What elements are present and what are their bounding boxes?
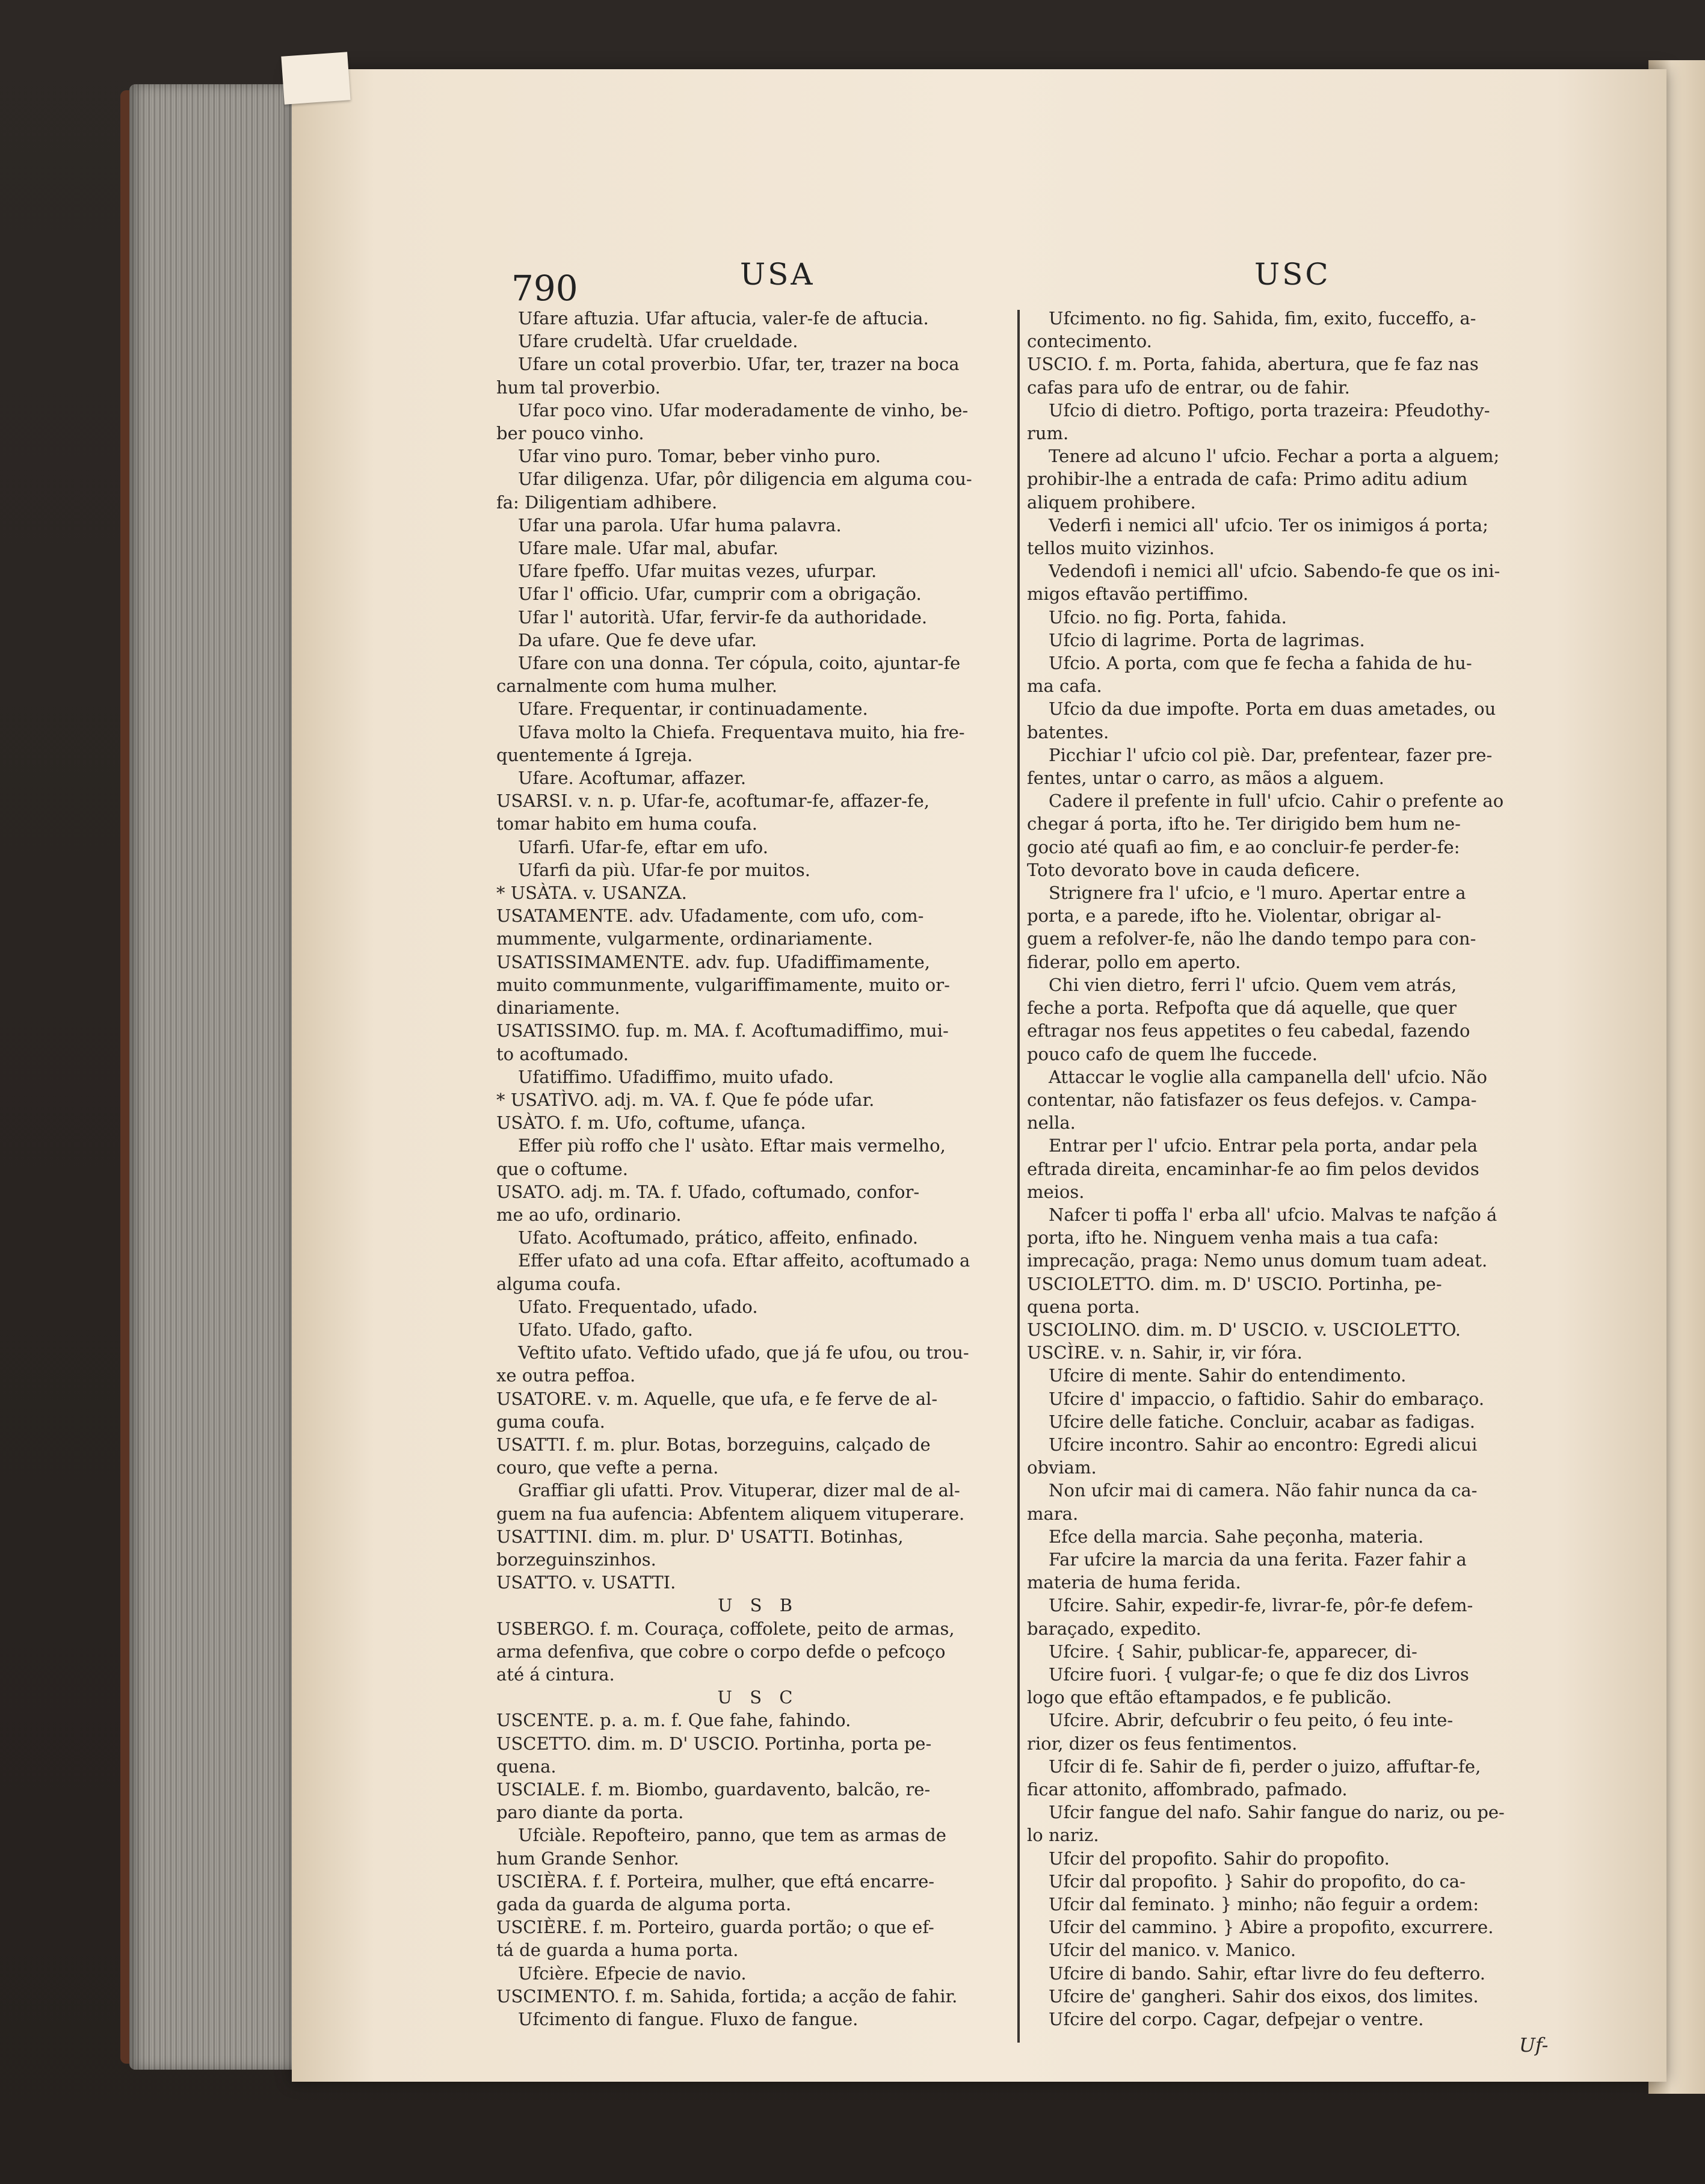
- text-line: USCIMENTO. f. m. Sahida, fortida; a acção de fahir.: [496, 1985, 958, 2007]
- text-line: USARSI. v. n. p. Ufar-fe, acoftumar-fe, affazer-fe,: [496, 791, 930, 812]
- text-line: Chi vien dietro, ferri l' ufcio. Quem vem atrás,: [1049, 974, 1457, 995]
- text-line: até á cintura.: [496, 1664, 615, 1685]
- text-line: Toto devorato bove in cauda deficere.: [1027, 859, 1360, 880]
- text-line: quentemente á Igreja.: [496, 744, 693, 765]
- text-line: porta, e a parede, ifto he. Violentar, obrigar al-: [1027, 905, 1441, 927]
- text-line: hum Grande Senhor.: [496, 1848, 679, 1869]
- text-line: Cadere il prefente in full' ufcio. Cahir o prefente ao: [1049, 791, 1504, 812]
- text-line: Ufar poco vino. Ufar moderadamente de vinho, be-: [518, 399, 969, 421]
- text-line: contecimento.: [1027, 331, 1152, 352]
- text-line: USCIOLETTO. dim. m. D' USCIO. Portinha, pe-: [1027, 1273, 1442, 1294]
- text-line: alguma coufa.: [496, 1273, 621, 1294]
- text-line: Ufcire delle fatiche. Concluir, acabar as fadigas.: [1049, 1411, 1475, 1432]
- text-line: USATO. adj. m. TA. f. Ufado, coftumado, confor-: [496, 1181, 920, 1202]
- text-line: fa: Diligentiam adhibere.: [496, 492, 718, 513]
- right-column: [1027, 307, 1562, 2031]
- text-line: guem na fua aufencia: Abfentem aliquem vituperare.: [496, 1503, 965, 1524]
- text-line: Far ufcire la marcia da una ferita. Fazer fahir a: [1049, 1549, 1467, 1570]
- text-line: Ufava molto la Chiefa. Frequentava muito, hia fre-: [518, 721, 965, 742]
- text-line: Ufcir del manico. v. Manico.: [1049, 1940, 1296, 1961]
- text-line: Ufarfi. Ufar-fe, eftar em ufo.: [518, 836, 768, 857]
- text-line: nella.: [1027, 1112, 1076, 1134]
- text-line: Ufare aftuzia. Ufar aftucia, valer-fe de aftucia.: [518, 308, 929, 329]
- text-line: Ufcimento. no fig. Sahida, fim, exito, fucceffo, a-: [1049, 308, 1476, 329]
- text-line: Ufar l' officio. Ufar, cumprir com a obrigação.: [518, 584, 922, 605]
- text-line: Graffiar gli ufatti. Prov. Vituperar, dizer mal de al-: [518, 1480, 960, 1501]
- text-line: Ufcire de' gangheri. Sahir dos eixos, dos limites.: [1049, 1985, 1479, 2007]
- text-line: * USATÌVO. adj. m. VA. f. Que fe póde ufar.: [496, 1089, 875, 1110]
- text-line: contentar, não fatisfazer os feus defejos. v. Campa-: [1027, 1089, 1477, 1110]
- text-line: migos eftavão pertiffimo.: [1027, 584, 1249, 605]
- text-line: Ufcir dal feminato. } minho; não feguir a ordem:: [1049, 1894, 1479, 1915]
- text-line: hum tal proverbio.: [496, 377, 661, 398]
- text-line: Ufcio. A porta, com que fe fecha a fahida de hu-: [1049, 653, 1472, 674]
- text-line: USCIOLINO. dim. m. D' USCIO. v. USCIOLETTO.: [1027, 1319, 1461, 1340]
- text-line: Ufare un cotal proverbio. Ufar, ter, trazer na boca: [518, 354, 960, 375]
- text-line: cafas para ufo de entrar, ou de fahir.: [1027, 377, 1350, 398]
- text-line: ber pouco vinho.: [496, 423, 644, 444]
- text-line: Ufcière. Efpecie de navio.: [518, 1963, 747, 1984]
- text-line: logo que eftão eftampados, e fe publicão.: [1027, 1687, 1392, 1708]
- text-line: Ufcio. no fig. Porta, fahida.: [1049, 606, 1287, 628]
- text-line: Effer ufato ad una cofa. Eftar affeito, acoftumado a: [518, 1250, 970, 1271]
- text-line: meios.: [1027, 1181, 1085, 1202]
- text-line: materia de huma ferida.: [1027, 1572, 1241, 1593]
- book-page: [292, 69, 1666, 2082]
- text-line: guma coufa.: [496, 1411, 605, 1432]
- text-line: quena porta.: [1027, 1296, 1140, 1317]
- text-line: Ufatiffimo. Ufadiffimo, muito ufado.: [518, 1066, 834, 1087]
- text-line: USATTO. v. USATTI.: [496, 1572, 676, 1593]
- text-line: Ufcir del propofito. Sahir do propofito.: [1049, 1848, 1390, 1869]
- text-line: fiderar, pollo em aperto.: [1027, 951, 1241, 972]
- text-line: obviam.: [1027, 1457, 1097, 1478]
- text-line: pouco cafo de quem lhe fuccede.: [1027, 1043, 1318, 1064]
- text-line: arma defenfiva, que cobre o corpo defde o pefcoço: [496, 1641, 946, 1662]
- text-line: * USÀTA. v. USANZA.: [496, 883, 687, 904]
- text-line: Ufcir del cammino. } Abire a propofito, excurrere.: [1049, 1917, 1494, 1938]
- text-line: porta, ifto he. Ninguem venha mais a tua cafa:: [1027, 1227, 1439, 1248]
- text-line: Ufare fpeffo. Ufar muitas vezes, ufurpar.: [518, 561, 877, 582]
- text-line: Ufato. Ufado, gafto.: [518, 1319, 693, 1340]
- text-line: Ufcir di fe. Sahir de fi, perder o juizo, affuftar-fe,: [1049, 1756, 1481, 1777]
- running-head-right: USC: [1254, 257, 1331, 292]
- text-line: Ufarfi da più. Ufar-fe por muitos.: [518, 859, 810, 880]
- text-line: Strignere fra l' ufcio, e 'l muro. Apertar entre a: [1049, 883, 1466, 904]
- text-line: Non ufcir mai di camera. Não fahir nunca da ca-: [1049, 1480, 1478, 1501]
- text-line: tellos muito vizinhos.: [1027, 538, 1215, 559]
- text-line: Ufar una parola. Ufar huma palavra.: [518, 514, 842, 535]
- text-line: Ufar diligenza. Ufar, pôr diligencia em alguma cou-: [518, 469, 972, 490]
- text-line: to acoftumado.: [496, 1043, 629, 1064]
- text-line: Ufcio da due impofte. Porta em duas ametades, ou: [1049, 699, 1496, 720]
- text-line: gocio até quafi ao fim, e ao concluir-fe perder-fe:: [1027, 836, 1460, 857]
- text-line: Ufare. Frequentar, ir continuadamente.: [518, 699, 868, 720]
- text-line: Ufare male. Ufar mal, abufar.: [518, 538, 779, 559]
- text-line: USCÌRE. v. n. Sahir, ir, vir fóra.: [1027, 1342, 1303, 1363]
- text-line: prohibir-lhe a entrada de cafa: Primo aditu adium: [1027, 469, 1468, 490]
- text-line: Vederfi i nemici all' ufcio. Ter os inimigos á porta;: [1049, 514, 1488, 535]
- text-line: carnalmente com huma mulher.: [496, 676, 777, 697]
- text-line: chegar á porta, ifto he. Ter dirigido bem hum ne-: [1027, 813, 1461, 834]
- page-block-edge: [129, 84, 310, 2070]
- text-line: Ufcir dal propofito. } Sahir do propofito, do ca-: [1049, 1871, 1466, 1892]
- text-line: Ufcimento di fangue. Fluxo de fangue.: [518, 2009, 859, 2030]
- text-line: batentes.: [1027, 721, 1109, 742]
- text-line: tomar habito em huma coufa.: [496, 813, 757, 834]
- text-line: ficar attonito, affombrado, pafmado.: [1027, 1779, 1348, 1800]
- column-rule: [1017, 310, 1020, 2043]
- text-line: Ufcire fuori. { vulgar-fe; o que fe diz dos Livros: [1049, 1664, 1469, 1685]
- page-number: 790: [511, 268, 578, 309]
- text-line: Ufcir fangue del nafo. Sahir fangue do nariz, ou pe-: [1049, 1802, 1505, 1823]
- text-line: baraçado, expedito.: [1027, 1618, 1201, 1639]
- text-line: Tenere ad alcuno l' ufcio. Fechar a porta a alguem;: [1049, 446, 1500, 467]
- text-line: borzeguinszinhos.: [496, 1549, 656, 1570]
- text-line: Attaccar le voglie alla campanella dell' ufcio. Não: [1049, 1066, 1487, 1087]
- text-line: feche a porta. Refpofta que dá aquelle, que quer: [1027, 998, 1457, 1019]
- text-line: me ao ufo, ordinario.: [496, 1204, 682, 1225]
- text-line: USBERGO. f. m. Couraça, coffolete, peito de armas,: [496, 1618, 955, 1639]
- text-line: muito communmente, vulgariffimamente, muito or-: [496, 974, 950, 995]
- text-line: Picchiar l' ufcio col piè. Dar, prefentear, fazer pre-: [1049, 744, 1493, 765]
- text-line: USATISSIMAMENTE. adv. fup. Ufadiffimamente,: [496, 951, 930, 972]
- text-line: gada da guarda de alguma porta.: [496, 1894, 792, 1915]
- text-line: mara.: [1027, 1503, 1079, 1524]
- text-line: aliquem prohibere.: [1027, 492, 1196, 513]
- text-line: USATISSIMO. fup. m. MA. f. Acoftumadiffimo, mui-: [496, 1020, 949, 1041]
- text-line: paro diante da porta.: [496, 1802, 684, 1823]
- text-line: USCETTO. dim. m. D' USCIO. Portinha, porta pe-: [496, 1733, 932, 1754]
- text-line: Ufcire d' impaccio, o faftidio. Sahir do embaraço.: [1049, 1388, 1485, 1409]
- text-line: lo nariz.: [1027, 1825, 1099, 1846]
- text-line: Ufcio di lagrime. Porta de lagrimas.: [1049, 629, 1365, 650]
- text-line: USCIÈRE. f. m. Porteiro, guarda portão; o que ef-: [496, 1917, 934, 1938]
- text-line: Veftito ufato. Veftido ufado, que já fe ufou, ou trou-: [518, 1342, 969, 1363]
- text-line: mummente, vulgarmente, ordinariamente.: [496, 928, 873, 949]
- text-line: USÀTO. f. m. Ufo, coftume, ufança.: [496, 1112, 806, 1134]
- text-line: U S C: [717, 1687, 799, 1708]
- text-line: Ufato. Frequentado, ufado.: [518, 1296, 758, 1317]
- text-line: Vedendofi i nemici all' ufcio. Sabendo-fe que os ini-: [1049, 561, 1500, 582]
- text-line: rior, dizer os feus fentimentos.: [1027, 1733, 1298, 1754]
- running-header: [292, 250, 1666, 309]
- text-line: USCENTE. p. a. m. f. Que fahe, fahindo.: [496, 1710, 851, 1731]
- text-line: Ufato. Acoftumado, prático, affeito, enfinado.: [518, 1227, 919, 1248]
- text-line: USATORE. v. m. Aquelle, que ufa, e fe ferve de al-: [496, 1388, 938, 1409]
- text-line: Ufar vino puro. Tomar, beber vinho puro.: [518, 446, 881, 467]
- text-line: quena.: [496, 1756, 557, 1777]
- text-line: Ufcire. Abrir, defcubrir o feu peito, ó feu inte-: [1049, 1710, 1454, 1731]
- text-line: USCIÈRA. f. f. Porteira, mulher, que eftá encarre-: [496, 1871, 935, 1892]
- text-line: rum.: [1027, 423, 1069, 444]
- text-line: Ufcire. Sahir, expedir-fe, livrar-fe, pôr-fe defem-: [1049, 1595, 1473, 1616]
- text-line: Entrar per l' ufcio. Entrar pela porta, andar pela: [1049, 1135, 1478, 1156]
- text-line: Ufare con una donna. Ter cópula, coito, ajuntar-fe: [518, 653, 961, 674]
- text-line: tá de guarda a huma porta.: [496, 1940, 739, 1961]
- text-line: U S B: [717, 1595, 799, 1616]
- text-line: ma cafa.: [1027, 676, 1102, 697]
- text-line: Ufcire. { Sahir, publicar-fe, apparecer, di-: [1049, 1641, 1417, 1662]
- text-line: que o coftume.: [496, 1158, 628, 1179]
- text-line: eftrada direita, encaminhar-fe ao fim pelos devidos: [1027, 1158, 1479, 1179]
- text-line: eftragar nos feus appetites o feu cabedal, fazendo: [1027, 1020, 1470, 1041]
- text-line: couro, que vefte a perna.: [496, 1457, 719, 1478]
- text-line: Ufcire di bando. Sahir, eftar livre do feu defterro.: [1049, 1963, 1485, 1984]
- text-line: Ufcio di dietro. Poftigo, porta trazeira: Pfeudothy-: [1049, 399, 1490, 421]
- text-line: Ufcire incontro. Sahir ao encontro: Egredi alicui: [1049, 1434, 1478, 1455]
- text-line: Ufcire di mente. Sahir do entendimento.: [1049, 1365, 1407, 1386]
- text-line: Effer più roffo che l' usàto. Eftar mais vermelho,: [518, 1135, 946, 1156]
- text-line: Ufare. Acoftumar, affazer.: [518, 768, 747, 789]
- text-line: Efce della marcia. Sahe peçonha, materia.: [1049, 1526, 1424, 1547]
- text-line: Ufare crudeltà. Ufar crueldade.: [518, 331, 798, 352]
- text-line: dinariamente.: [496, 998, 620, 1019]
- text-line: USCIALE. f. m. Biombo, guardavento, balcão, re-: [496, 1779, 931, 1800]
- text-line: Ufcire del corpo. Cagar, defpejar o ventre.: [1049, 2009, 1424, 2030]
- text-line: USCIO. f. m. Porta, fahida, abertura, que fe faz nas: [1027, 354, 1479, 375]
- text-line: Ufar l' autorità. Ufar, fervir-fe da authoridade.: [518, 606, 928, 628]
- text-line: Nafcer ti poffa l' erba all' ufcio. Malvas te nafção á: [1049, 1204, 1497, 1225]
- text-line: fentes, untar o carro, as mãos a alguem.: [1027, 768, 1384, 789]
- text-line: imprecação, praga: Nemo unus domum tuam adeat.: [1027, 1250, 1488, 1271]
- catchword: Uf-: [1519, 2034, 1549, 2056]
- text-line: Da ufare. Que fe deve ufar.: [518, 629, 757, 650]
- text-line: USATTI. f. m. plur. Botas, borzeguins, calçado de: [496, 1434, 931, 1455]
- text-line: USATTINI. dim. m. plur. D' USATTI. Botinhas,: [496, 1526, 904, 1547]
- text-line: xe outra peffoa.: [496, 1365, 636, 1386]
- text-line: guem a refolver-fe, não lhe dando tempo para con-: [1027, 928, 1476, 949]
- text-line: USATAMENTE. adv. Ufadamente, com ufo, com-: [496, 905, 924, 927]
- left-column: [496, 307, 1020, 2031]
- running-head-left: USA: [740, 257, 815, 292]
- text-line: Ufciàle. Repofteiro, panno, que tem as armas de: [518, 1825, 946, 1846]
- folded-page-corner: [281, 52, 350, 104]
